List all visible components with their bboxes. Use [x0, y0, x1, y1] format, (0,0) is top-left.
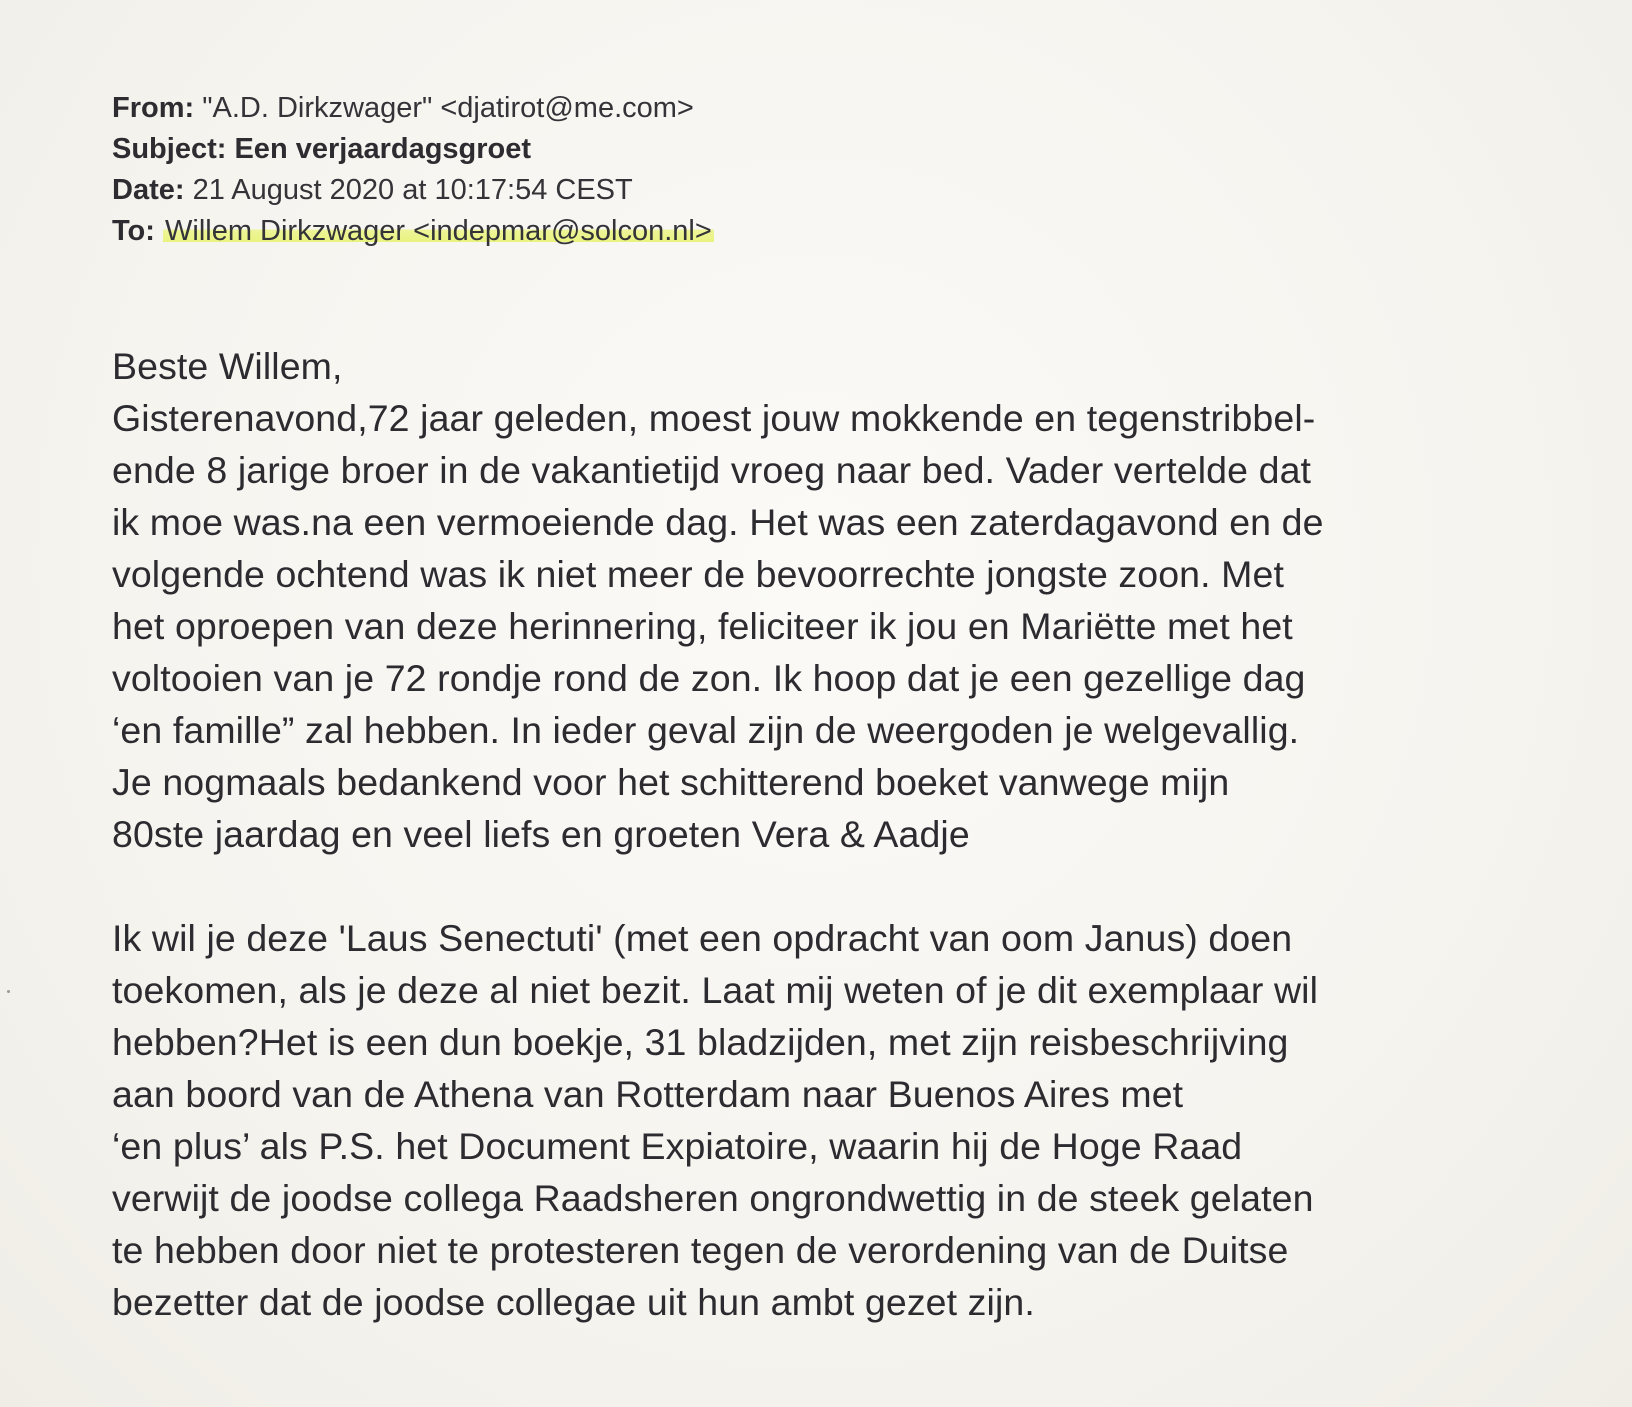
- date-line: [112, 170, 1512, 211]
- body-line: te hebben door niet te protesteren tegen de verordening van de Duitse: [112, 1229, 1289, 1271]
- to-line: [112, 211, 1512, 252]
- body-line: het oproepen van deze herinnering, feliciteer ik jou en Mariëtte met het: [112, 605, 1293, 647]
- paper-speck: [7, 990, 10, 993]
- body-line: Je nogmaals bedankend voor het schitterend boeket vanwege mijn: [112, 761, 1230, 803]
- body-line: volgende ochtend was ik niet meer de bevoorrechte jongste zoon. Met: [112, 553, 1284, 595]
- body-line: ende 8 jarige broer in de vakantietijd vroeg naar bed. Vader vertelde dat: [112, 449, 1312, 491]
- body-line: voltooien van je 72 rondje rond de zon. Ik hoop dat je een gezellige dag: [112, 657, 1306, 699]
- date-label: Date:: [112, 174, 185, 206]
- body-line: toekomen, als je deze al niet bezit. Laat mij weten of je dit exemplaar wil: [112, 969, 1319, 1011]
- from-line: [112, 88, 1512, 129]
- body-line: 80ste jaardag en veel liefs en groeten Vera & Aadje: [112, 813, 970, 855]
- body-line: ‘en plus’ als P.S. het Document Expiatoire, waarin hij de Hoge Raad: [112, 1125, 1243, 1167]
- email-header: [112, 88, 1512, 252]
- body-line: aan boord van de Athena van Rotterdam naar Buenos Aires met: [112, 1073, 1184, 1115]
- email-body: [112, 340, 1582, 1328]
- subject-value: Een verjaardagsgroet: [234, 133, 532, 165]
- from-label: From:: [112, 92, 195, 124]
- from-value: "A.D. Dirkzwager" <djatirot@me.com>: [202, 92, 694, 124]
- body-paragraph-2: [112, 912, 1582, 1328]
- body-line: Gisterenavond,72 jaar geleden, moest jouw mokkende en tegenstribbel-: [112, 397, 1316, 439]
- body-line: verwijt de joodse collega Raadsheren ongrondwettig in de steek gelaten: [112, 1177, 1314, 1219]
- body-paragraph-1: [112, 340, 1582, 860]
- body-line: ik moe was.na een vermoeiende dag. Het was een zaterdagavond en de: [112, 501, 1324, 543]
- body-line: Beste Willem,: [112, 345, 343, 387]
- body-line: hebben?Het is een dun boekje, 31 bladzijden, met zijn reisbeschrijving: [112, 1021, 1289, 1063]
- to-label: To:: [112, 215, 155, 247]
- to-value-highlighted: Willem Dirkzwager <indepmar@solcon.nl>: [165, 215, 712, 247]
- date-value: 21 August 2020 at 10:17:54 CEST: [192, 174, 633, 206]
- subject-label: Subject:: [112, 133, 227, 165]
- body-line: bezetter dat de joodse collegae uit hun ambt gezet zijn.: [112, 1281, 1035, 1323]
- body-line: Ik wil je deze 'Laus Senectuti' (met een opdracht van oom Janus) doen: [112, 917, 1293, 959]
- subject-line: [112, 129, 1512, 170]
- body-line: ‘en famille” zal hebben. In ieder geval zijn de weergoden je welgevallig.: [112, 709, 1300, 751]
- paragraph-gap: [112, 860, 1582, 912]
